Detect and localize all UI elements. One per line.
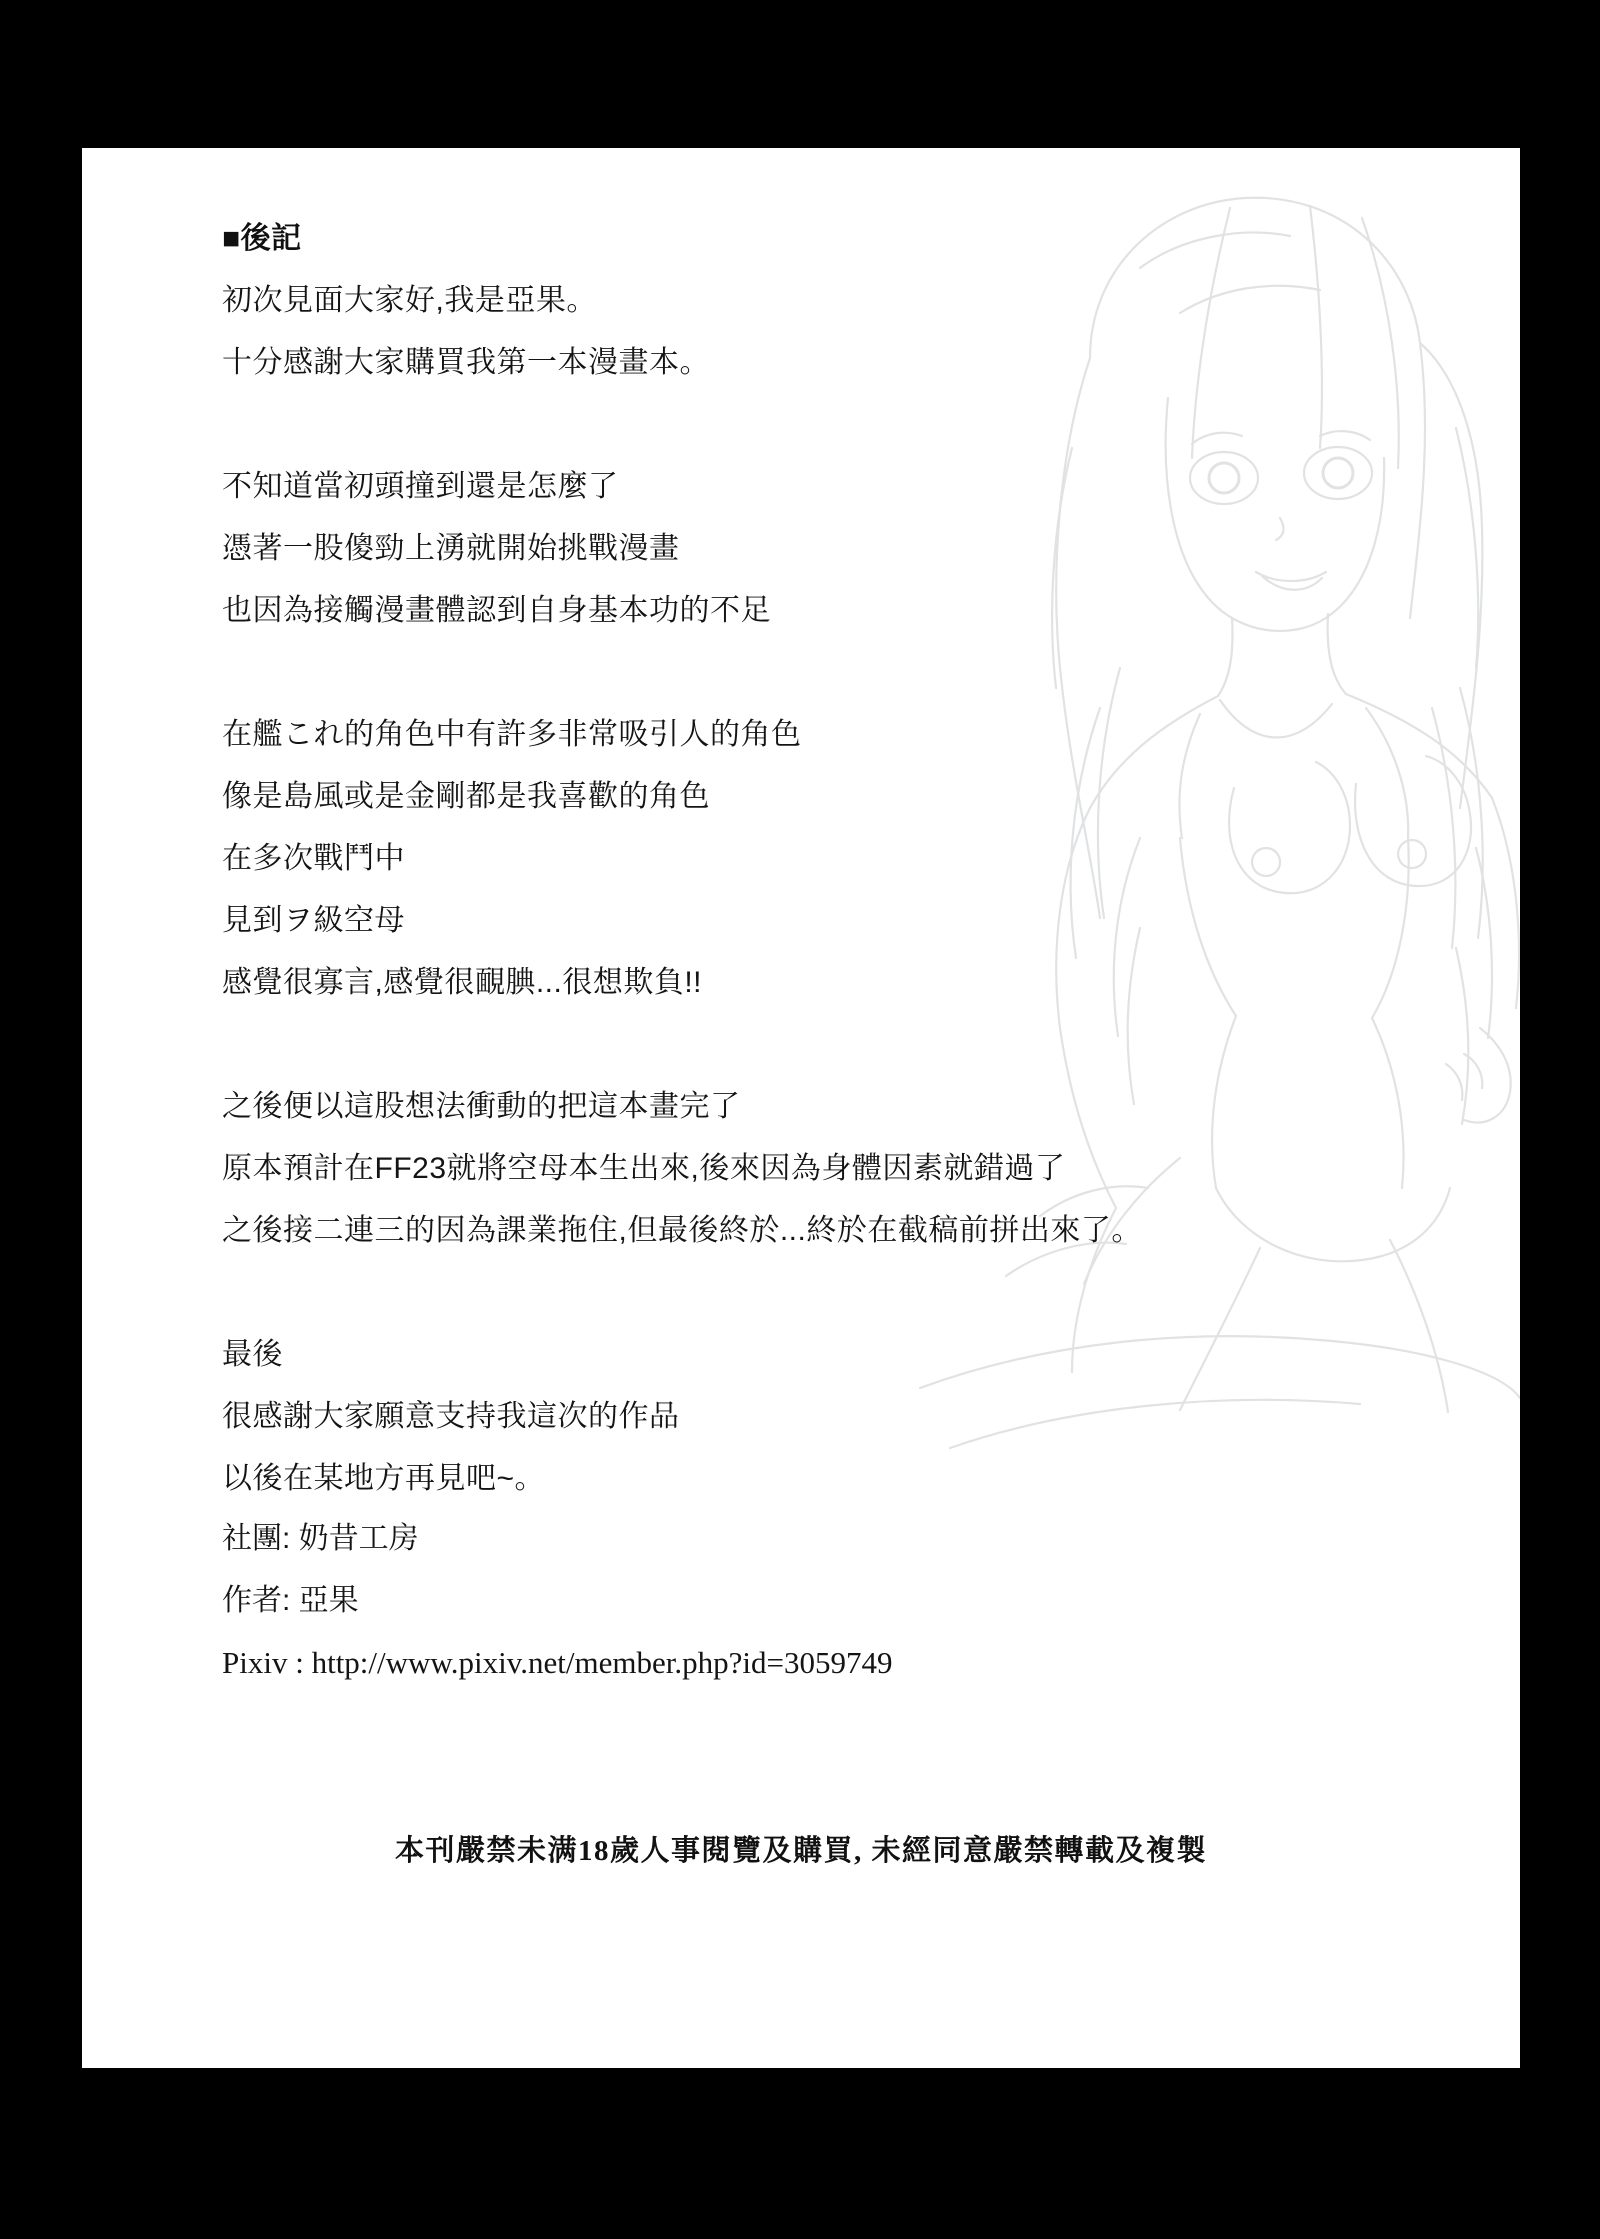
afterword-line: 以後在某地方再見吧~。 [222,1462,546,1495]
afterword-line: 很感謝大家願意支持我這次的作品 [222,1400,680,1433]
afterword-line: 之後接二連三的因為課業拖住,但最後終於...終於在截稿前拼出來了。 [222,1214,1142,1247]
afterword-heading: ■後記 [222,222,302,255]
afterword-spacer [222,394,1402,456]
afterword-line: 也因為接觸漫畫體認到自身基本功的不足 [222,594,771,627]
afterword-line: 不知道當初頭撞到還是怎麼了 [222,470,619,503]
afterword-spacer [222,642,1402,704]
credits-section [222,1508,1422,1694]
circle-name: 社團: 奶昔工房 [222,1522,419,1555]
afterword-spacer [222,1014,1402,1076]
afterword-line: 十分感謝大家購買我第一本漫畫本。 [222,346,710,379]
afterword-line: 感覺很寡言,感覺很靦腆...很想欺負!! [222,966,703,999]
afterword-line: 在多次戰鬥中 [222,842,405,875]
afterword-line: 之後便以這股想法衝動的把這本畫完了 [222,1090,741,1123]
afterword-spacer [222,1262,1402,1324]
pixiv-link[interactable]: Pixiv : http://www.pixiv.net/member.php?id=3059749 [222,1645,893,1680]
afterword-section [222,208,1402,1510]
afterword-line: 最後 [222,1338,283,1371]
afterword-line: 初次見面大家好,我是亞果。 [222,284,597,317]
afterword-line: 原本預計在FF23就將空母本生出來,後來因為身體因素就錯過了 [222,1152,1066,1185]
age-restriction-notice: 本刊嚴禁未满18歲人事閱覽及購買, 未經同意嚴禁轉載及複製 [394,1835,1207,1867]
afterword-line: 在艦これ的角色中有許多非常吸引人的角色 [222,718,802,751]
afterword-line: 見到ヲ級空母 [222,904,405,937]
author-name: 作者: 亞果 [222,1584,359,1617]
comic-page [82,148,1520,2068]
afterword-line: 憑著一股傻勁上湧就開始挑戰漫畫 [222,532,680,565]
afterword-line: 像是島風或是金剛都是我喜歡的角色 [222,780,710,813]
